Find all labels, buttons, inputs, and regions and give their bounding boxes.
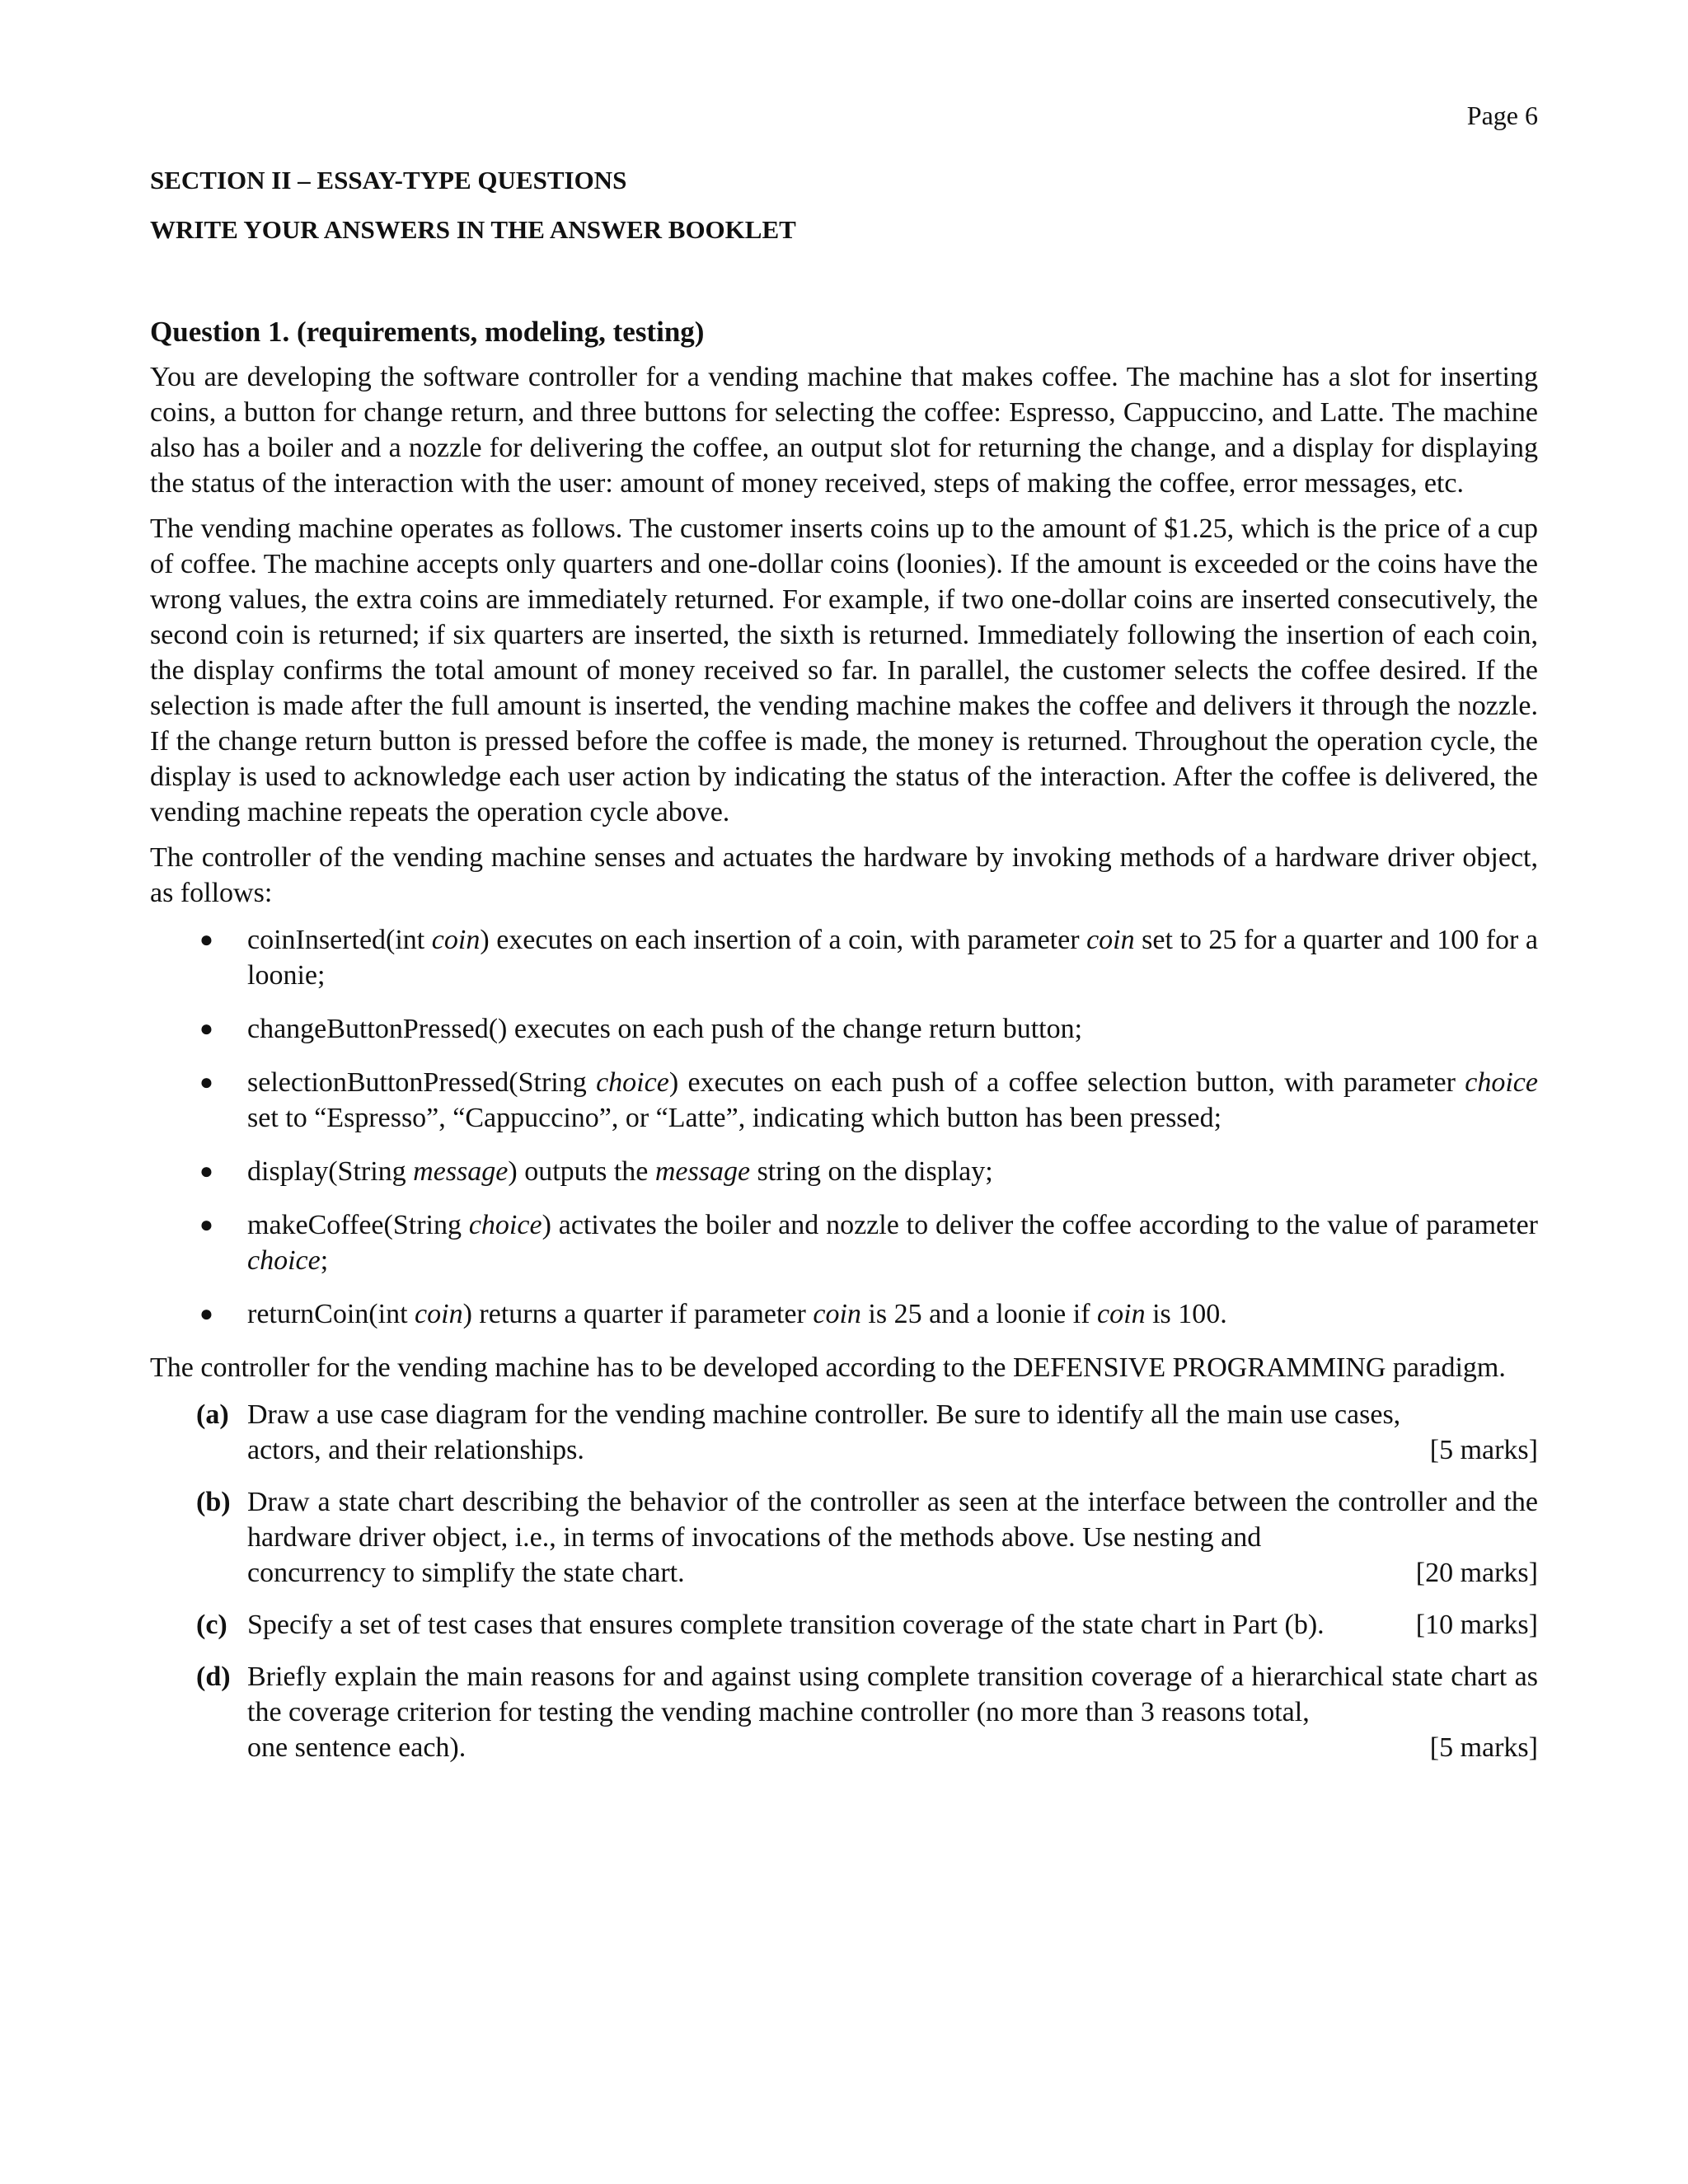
param-name: message bbox=[654, 1156, 751, 1187]
param-name: coin bbox=[1086, 925, 1135, 955]
question-paragraph-4: The controller for the vending machine has to be developed according to the DEFENSIVE PROGRAMMING paradigm. bbox=[150, 1352, 1506, 1383]
method-text: string on the display; bbox=[750, 1156, 993, 1187]
method-text: ) executes on each insertion of a coin, with parameter bbox=[480, 925, 1087, 955]
method-text: makeCoffee(String bbox=[247, 1210, 469, 1240]
method-item-selection-button bbox=[150, 1065, 1538, 1136]
part-text-end: one sentence each). bbox=[247, 1732, 467, 1763]
method-text: returnCoin(int bbox=[247, 1299, 415, 1329]
method-text: ; bbox=[320, 1245, 329, 1276]
part-label: (c) bbox=[196, 1610, 227, 1640]
part-marks: [20 marks] bbox=[1415, 1558, 1538, 1588]
question-paragraph-2: The vending machine operates as follows. The customer inserts coins up to the amount of $1.25, which is the price of a cup of coffee. The machine accepts only quarters and one-dollar coins (loonies). If the amount is exceeded or the coins have the wrong values, the extra coins are immediately returned. For example, if two one-dollar coins are inserted consecutively, the second coin is returned; if six quarters are inserted, the sixth is returned. Immediately following the insertion of each coin, the display confirms the total amount of money received so far. In parallel, the customer selects the coffee desired. If the selection is made after the full amount is inserted, the vending machine makes the coffee and delivers it through the nozzle. If the change return button is pressed before the coffee is made, the money is returned. Throughout the operation cycle, the display is used to acknowledge each user action by indicating the status of the interaction. After the coffee is delivered, the vending machine repeats the operation cycle above. bbox=[150, 513, 1538, 827]
question-paragraph-3: The controller of the vending machine senses and actuates the hardware by invoking methods of a hardware driver object, as follows: bbox=[150, 842, 1538, 908]
bullet-icon: ● bbox=[199, 1016, 213, 1042]
part-marks: [10 marks] bbox=[1415, 1610, 1538, 1640]
method-text: ) activates the boiler and nozzle to deliver the coffee according to the value of parameter bbox=[542, 1210, 1539, 1240]
method-text: is 100. bbox=[1145, 1299, 1227, 1329]
part-c bbox=[150, 1607, 1538, 1643]
part-label: (d) bbox=[196, 1661, 231, 1692]
param-name: coin bbox=[1097, 1299, 1146, 1329]
param-name: coin bbox=[415, 1299, 463, 1329]
page-number: Page 6 bbox=[1466, 101, 1538, 130]
question-title: Question 1. (requirements, modeling, testing) bbox=[150, 316, 705, 348]
method-item-display bbox=[150, 1154, 1538, 1189]
method-item-return-coin bbox=[150, 1296, 1538, 1332]
part-marks: [5 marks] bbox=[1429, 1732, 1538, 1763]
bullet-icon: ● bbox=[199, 1159, 213, 1184]
part-label: (a) bbox=[196, 1399, 229, 1430]
method-text: set to 25 for a quarter and 100 for a loonie; bbox=[247, 925, 1538, 991]
method-item-make-coffee bbox=[150, 1207, 1538, 1278]
method-item-coin-inserted bbox=[150, 922, 1538, 993]
param-name: choice bbox=[468, 1210, 542, 1240]
bullet-icon: ● bbox=[199, 1301, 213, 1327]
method-text: is 25 and a loonie if bbox=[860, 1299, 1098, 1329]
param-name: choice bbox=[1465, 1067, 1538, 1098]
method-text: ) executes on each push of a coffee selection button, with parameter bbox=[668, 1067, 1465, 1098]
part-text-end: actors, and their relationships. bbox=[247, 1435, 584, 1465]
method-text: set to “Espresso”, “Cappuccino”, or “Latte”, indicating which button has been pressed; bbox=[247, 1103, 1222, 1133]
part-text: Draw a state chart describing the behavior of the controller as seen at the interface between the controller and the hardware driver object, i.e., in terms of invocations of the methods above. Use nesting and bbox=[247, 1487, 1538, 1553]
part-marks: [5 marks] bbox=[1429, 1435, 1538, 1465]
section-title: SECTION II – ESSAY-TYPE QUESTIONS bbox=[150, 166, 627, 194]
method-text: display(String bbox=[247, 1156, 414, 1187]
part-text: Draw a use case diagram for the vending machine controller. Be sure to identify all the main use cases, bbox=[247, 1399, 1401, 1430]
param-name: choice bbox=[596, 1067, 669, 1098]
part-b bbox=[150, 1484, 1538, 1591]
bullet-icon: ● bbox=[199, 927, 213, 953]
method-text: ) outputs the bbox=[508, 1156, 655, 1187]
bullet-icon: ● bbox=[199, 1070, 213, 1095]
part-text: Briefly explain the main reasons for and against using complete transition coverage of a hierarchical state chart as the coverage criterion for testing the vending machine controller (no more than 3 reasons total, bbox=[247, 1661, 1538, 1727]
question-paragraph-1: You are developing the software controller for a vending machine that makes coffee. The machine has a slot for inserting coins, a button for change return, and three buttons for selecting the coffee: Espresso, Cappuccino, and Latte. The machine also has a boiler and a nozzle for delivering the coffee, an output slot for returning the change, and a display for displaying the status of the interaction with the user: amount of money received, steps of making the coffee, error messages, etc. bbox=[150, 362, 1538, 499]
part-d bbox=[150, 1659, 1538, 1765]
method-text: changeButtonPressed() executes on each push of the change return button; bbox=[247, 1014, 1083, 1044]
question-parts bbox=[150, 1397, 1538, 1765]
method-list bbox=[150, 922, 1538, 1332]
method-text: coinInserted(int bbox=[247, 925, 432, 955]
param-name: message bbox=[413, 1156, 509, 1187]
bullet-icon: ● bbox=[199, 1212, 213, 1238]
part-a bbox=[150, 1397, 1538, 1468]
method-text: ) returns a quarter if parameter bbox=[462, 1299, 814, 1329]
param-name: coin bbox=[431, 925, 481, 955]
param-name: choice bbox=[247, 1245, 321, 1276]
part-text-end: concurrency to simplify the state chart. bbox=[247, 1558, 685, 1588]
part-text-end: Specify a set of test cases that ensures complete transition coverage of the state chart in Part (b). bbox=[247, 1610, 1325, 1640]
part-label: (b) bbox=[196, 1487, 231, 1517]
param-name: coin bbox=[813, 1299, 861, 1329]
method-item-change-button bbox=[150, 1011, 1538, 1047]
exam-content bbox=[150, 162, 1538, 1782]
section-subtitle: WRITE YOUR ANSWERS IN THE ANSWER BOOKLET bbox=[150, 215, 796, 244]
method-text: selectionButtonPressed(String bbox=[247, 1067, 597, 1098]
